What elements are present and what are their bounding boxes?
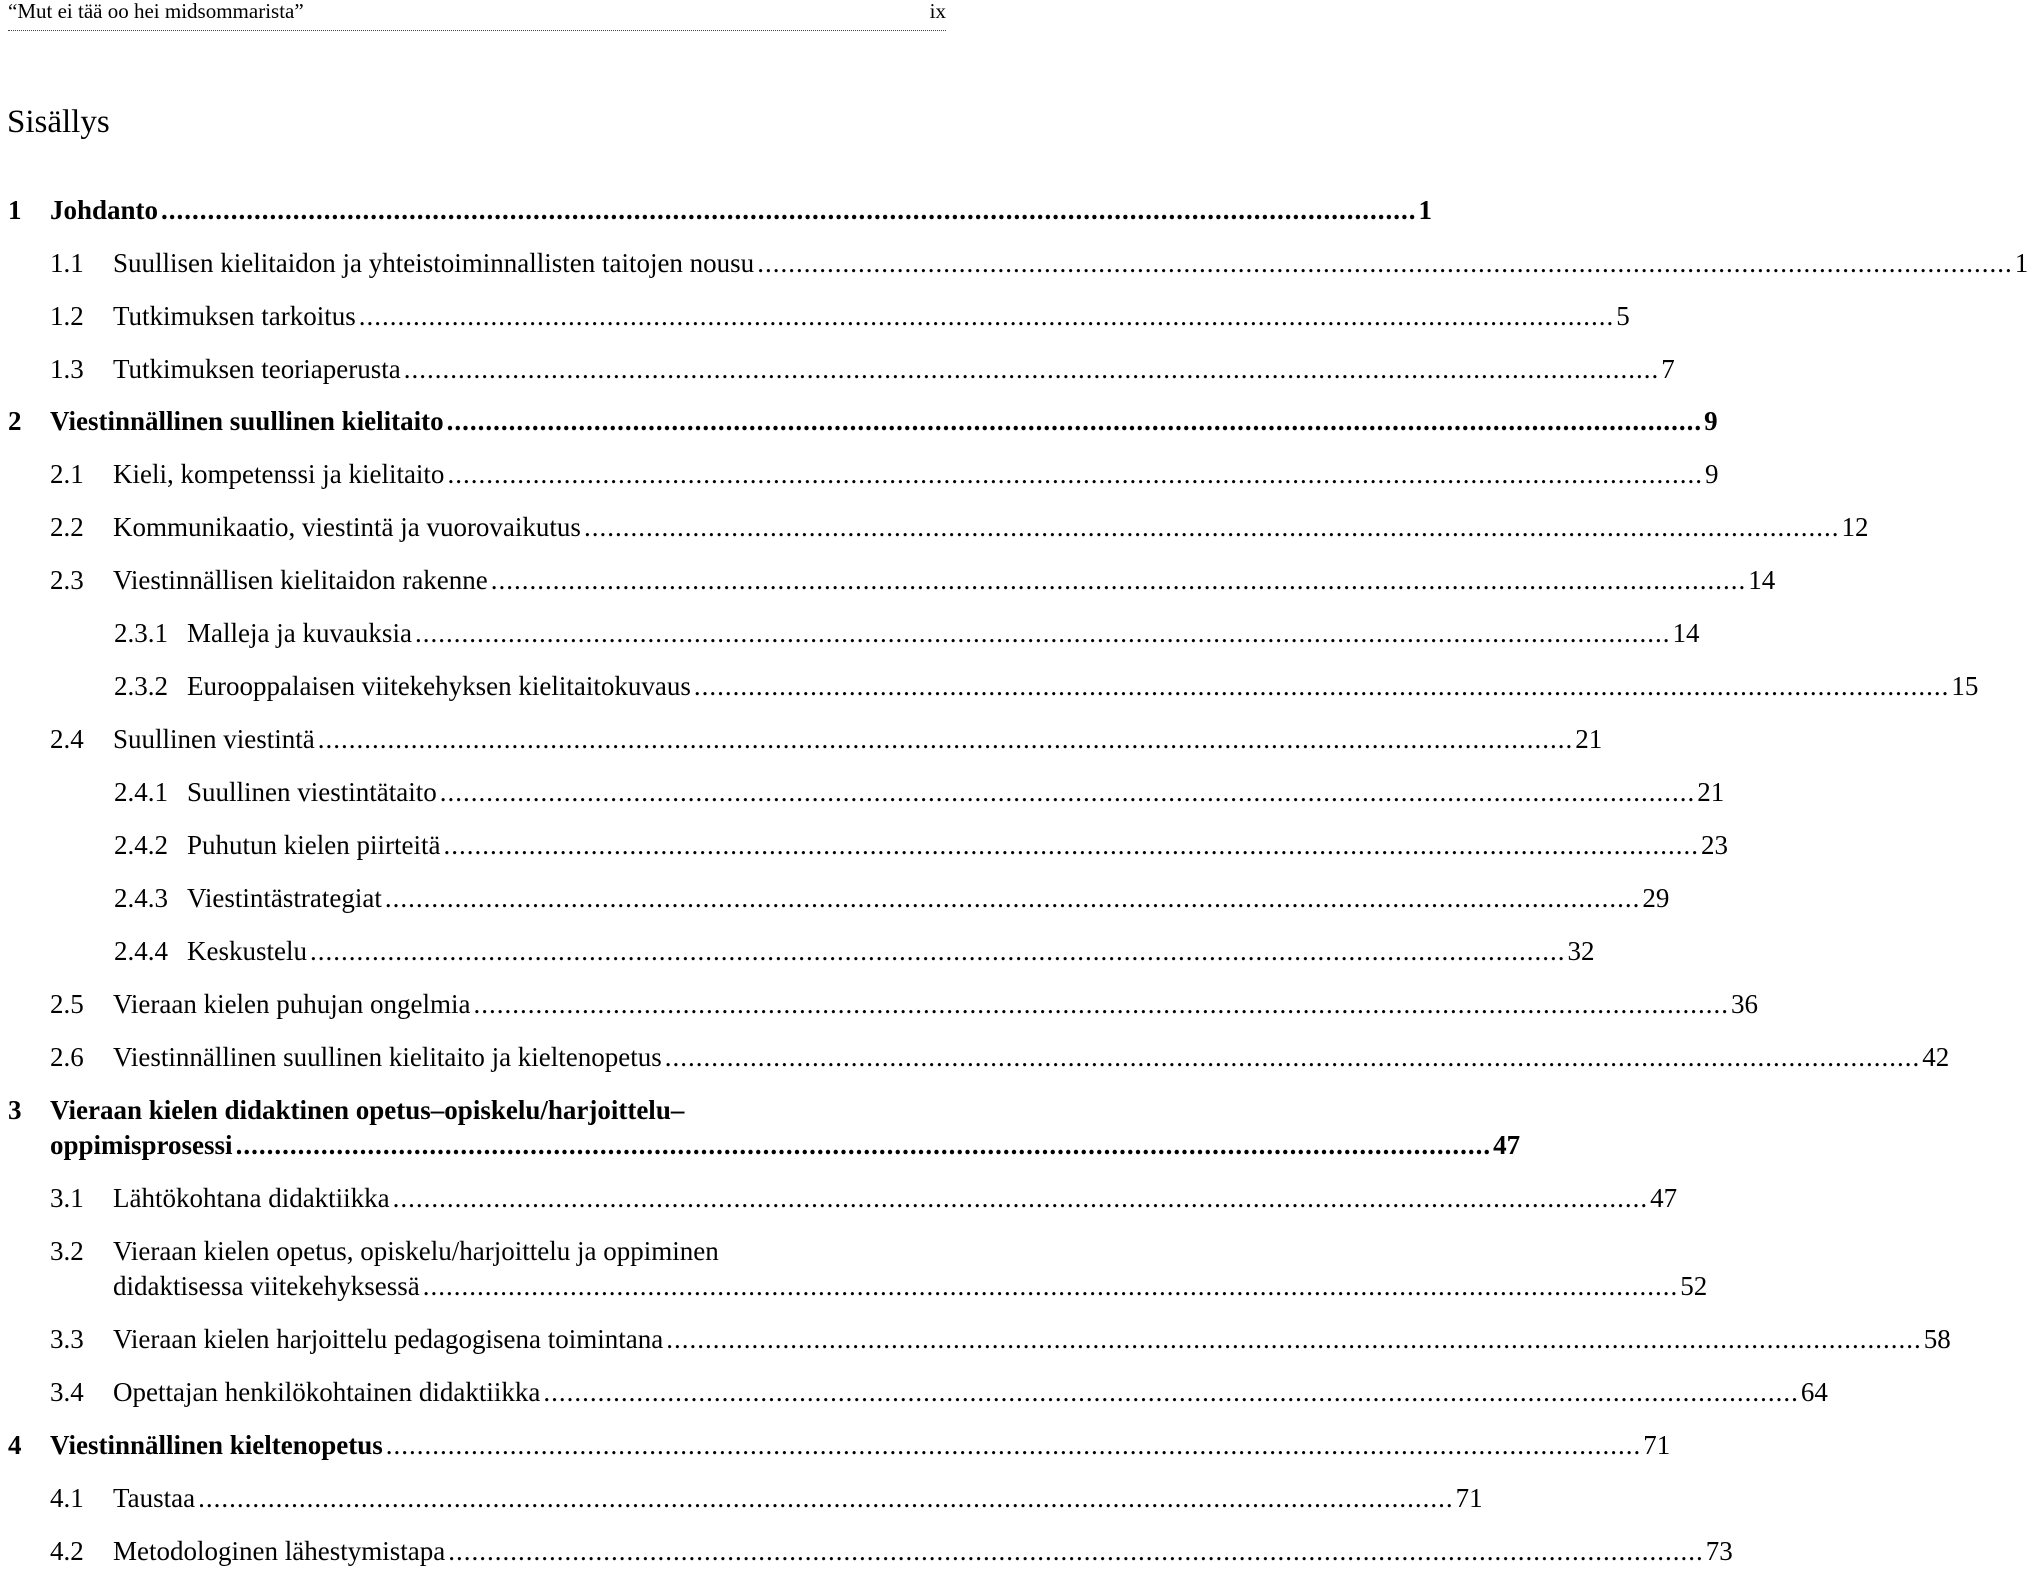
toc-entry-page: 32 [1567, 936, 1595, 966]
page-title: Sisällys [7, 104, 110, 140]
toc-entry-number: 2.3.1 [114, 618, 168, 648]
page-number: ix [929, 0, 946, 23]
toc-entry-title: Viestintästrategiat [187, 883, 382, 913]
toc-entry-number: 4.1 [50, 1483, 84, 1513]
toc-entry-section[interactable]: 1.2 Tutkimuksen tarkoitus .................................................................................................................................................................. 5 [8, 298, 946, 334]
toc-entry-number: 2.4.2 [114, 830, 168, 860]
toc-entry-section[interactable]: 1.1 Suullisen kielitaidon ja yhteistoiminnallisten taitojen nousu .................................................................................................................................................................. 1 [8, 245, 946, 281]
toc-entry-page: 21 [1697, 777, 1725, 807]
toc-entry-title: oppimisprosessi [50, 1130, 233, 1160]
toc-entry-page: 36 [1731, 989, 1758, 1019]
toc-entry-subsection[interactable]: 2.3.1 Malleja ja kuvauksia .................................................................................................................................................................. 14 [8, 615, 946, 651]
toc-entry-title: Puhutun kielen piirteitä [187, 830, 441, 860]
toc-entry-number: 1.1 [50, 248, 84, 278]
toc-entry-title: Kommunikaatio, viestintä ja vuorovaikutus [113, 512, 581, 542]
header-divider [8, 30, 946, 31]
toc-entry-title: Viestinnällisen kielitaidon rakenne [113, 565, 488, 595]
toc-entry-subsection[interactable]: 2.4.4 Keskustelu .................................................................................................................................................................. 32 [8, 933, 946, 969]
toc-entry-page: 47 [1493, 1130, 1521, 1160]
toc-entry-number: 4 [8, 1430, 22, 1460]
toc-entry-title-line1: Vieraan kielen didaktinen opetus–opiskelu/harjoittelu– [50, 1095, 685, 1125]
toc-entry-section[interactable]: 4.2 Metodologinen lähestymistapa .................................................................................................................................................................. 73 [8, 1533, 946, 1569]
toc-entry-page: 71 [1455, 1483, 1483, 1513]
toc-entry-chapter[interactable]: 2 Viestinnällinen suullinen kielitaito .................................................................................................................................................................. 9 [8, 403, 946, 439]
toc-entry-title: Taustaa [113, 1483, 196, 1513]
toc-entry-title: Suullisen kielitaidon ja yhteistoiminnallisten taitojen nousu [113, 248, 755, 278]
toc-entry-page: 9 [1704, 459, 1719, 489]
toc-entry-section[interactable]: 2.4 Suullinen viestintä .................................................................................................................................................................. 21 [8, 721, 946, 757]
toc-entry-section[interactable]: 2.6 Viestinnällinen suullinen kielitaito ja kieltenopetus .................................................................................................................................................................. 42 [8, 1039, 946, 1075]
toc-entry-subsection[interactable]: 2.4.2 Puhutun kielen piirteitä .................................................................................................................................................................. 23 [8, 827, 946, 863]
toc-entry-chapter[interactable]: 3 oppimisprosessi .................................................................................................................................................................. 47 [8, 1127, 946, 1163]
toc-entry-title: Vieraan kielen puhujan ongelmia [113, 989, 471, 1019]
toc-entry-title: didaktisessa viitekehyksessä [113, 1271, 420, 1301]
toc-entry-title: Suullinen viestintätaito [187, 777, 437, 807]
toc-entry-title: Opettajan henkilökohtainen didaktiikka [113, 1377, 541, 1407]
toc-entry-page: 9 [1704, 406, 1718, 436]
toc-entry-page: 71 [1643, 1430, 1671, 1460]
toc-entry-page: 52 [1680, 1271, 1708, 1301]
toc-entry-title: Suullinen viestintä [113, 724, 315, 754]
toc-entry-number: 2.6 [50, 1042, 84, 1072]
running-header [8, 0, 946, 28]
toc-entry-page: 15 [1951, 671, 1979, 701]
toc-entry-page: 23 [1700, 830, 1728, 860]
toc-entry-title: Lähtökohtana didaktiikka [113, 1183, 390, 1213]
toc-entry-page: 21 [1575, 724, 1603, 754]
toc-entry-page: 73 [1705, 1536, 1733, 1566]
toc-entry-number: 2.5 [50, 989, 84, 1019]
toc-entry-title: Johdanto [50, 195, 159, 225]
toc-entry-section[interactable]: 2.2 Kommunikaatio, viestintä ja vuorovaikutus .................................................................................................................................................................. 12 [8, 509, 946, 545]
toc-entry-section[interactable]: 3.1 Lähtökohtana didaktiikka .................................................................................................................................................................. 47 [8, 1180, 946, 1216]
toc-entry-number: 2.1 [50, 459, 84, 489]
toc-entry-section[interactable]: 1.3 Tutkimuksen teoriaperusta .................................................................................................................................................................. 7 [8, 351, 946, 387]
toc-entry-number: 2.4.1 [114, 777, 168, 807]
toc-entry-page: 1 [1418, 195, 1433, 225]
toc-entry-title: Eurooppalaisen viitekehyksen kielitaitokuvaus [187, 671, 691, 701]
toc-entry-number: 2.4.3 [114, 883, 168, 913]
toc-entry-number: 2.2 [50, 512, 84, 542]
toc-entry-title: Viestinnällinen suullinen kielitaito ja kieltenopetus [113, 1042, 662, 1072]
toc-entry-title: Viestinnällinen suullinen kielitaito [50, 406, 444, 436]
toc-entry-page: 58 [1923, 1324, 1951, 1354]
toc-entry-page: 14 [1672, 618, 1700, 648]
toc-entry-number: 1.3 [50, 354, 84, 384]
toc-entry-section[interactable]: 3.2 didaktisessa viitekehyksessä .................................................................................................................................................................. 52 [8, 1268, 946, 1304]
toc-entry-page: 64 [1800, 1377, 1828, 1407]
toc-entry-section[interactable]: 2.3 Viestinnällisen kielitaidon rakenne .................................................................................................................................................................. 14 [8, 562, 946, 598]
toc-entry-title: Metodologinen lähestymistapa [113, 1536, 446, 1566]
toc-entry-page: 12 [1841, 512, 1869, 542]
toc-entry-number: 3 [8, 1095, 22, 1125]
toc-entry-title: Tutkimuksen tarkoitus [113, 301, 356, 331]
toc-entry-subsection[interactable]: 2.4.3 Viestintästrategiat .................................................................................................................................................................. 29 [8, 880, 946, 916]
toc-entry-number: 2.4.4 [114, 936, 168, 966]
toc-entry-title: Viestinnällinen kieltenopetus [50, 1430, 383, 1460]
toc-entry-number: 1.2 [50, 301, 84, 331]
toc-entry-page: 14 [1748, 565, 1776, 595]
toc-entry-title-line1: Vieraan kielen opetus, opiskelu/harjoittelu ja oppiminen [113, 1236, 719, 1266]
toc-entry-section[interactable]: 3.4 Opettajan henkilökohtainen didaktiikka .................................................................................................................................................................. 64 [8, 1374, 946, 1410]
toc-entry-number: 3.2 [50, 1236, 84, 1266]
toc-entry-page: 5 [1616, 301, 1630, 331]
toc-entry-page: 47 [1650, 1183, 1678, 1213]
toc-entry-subsection[interactable]: 2.3.2 Eurooppalaisen viitekehyksen kielitaitokuvaus .................................................................................................................................................................. 15 [8, 668, 946, 704]
toc-entry-title: Malleja ja kuvauksia [187, 618, 412, 648]
toc-entry-chapter[interactable]: 4 Viestinnällinen kieltenopetus .................................................................................................................................................................. 71 [8, 1427, 946, 1463]
toc-entry-number: 1 [8, 195, 22, 225]
toc-entry-title: Keskustelu [187, 936, 307, 966]
toc-entry-page: 42 [1922, 1042, 1950, 1072]
toc-entry-number: 2.4 [50, 724, 84, 754]
toc-entry-number: 2 [8, 406, 22, 436]
toc-entry-title: Kieli, kompetenssi ja kielitaito [113, 459, 445, 489]
toc-entry-title: Vieraan kielen harjoittelu pedagogisena toimintana [113, 1324, 664, 1354]
toc-entry-number: 4.2 [50, 1536, 84, 1566]
toc-entry-page: 7 [1661, 354, 1675, 384]
toc-entry-number: 3.1 [50, 1183, 84, 1213]
toc-entry-section[interactable]: 4.1 Taustaa .................................................................................................................................................................. 71 [8, 1480, 946, 1516]
toc-entry-page: 1 [2014, 248, 2028, 278]
toc-entry-section[interactable]: 3.3 Vieraan kielen harjoittelu pedagogisena toimintana .................................................................................................................................................................. 58 [8, 1321, 946, 1357]
toc-entry-number: 2.3.2 [114, 671, 168, 701]
toc-entry-number: 2.3 [50, 565, 84, 595]
toc-entry-section[interactable]: 2.5 Vieraan kielen puhujan ongelmia .................................................................................................................................................................. 36 [8, 986, 946, 1022]
toc-entry-chapter[interactable]: 1 Johdanto .................................................................................................................................................................. 1 [8, 192, 946, 228]
toc-entry-section[interactable]: 2.1 Kieli, kompetenssi ja kielitaito .................................................................................................................................................................. 9 [8, 456, 946, 492]
toc-entry-number: 3.3 [50, 1324, 84, 1354]
toc-entry-number: 3.4 [50, 1377, 84, 1407]
running-title: “Mut ei tää oo hei midsommarista” [8, 0, 304, 23]
toc-entry-subsection[interactable]: 2.4.1 Suullinen viestintätaito .................................................................................................................................................................. 21 [8, 774, 946, 810]
toc-entry-page: 29 [1642, 883, 1670, 913]
toc-entry-title: Tutkimuksen teoriaperusta [113, 354, 401, 384]
